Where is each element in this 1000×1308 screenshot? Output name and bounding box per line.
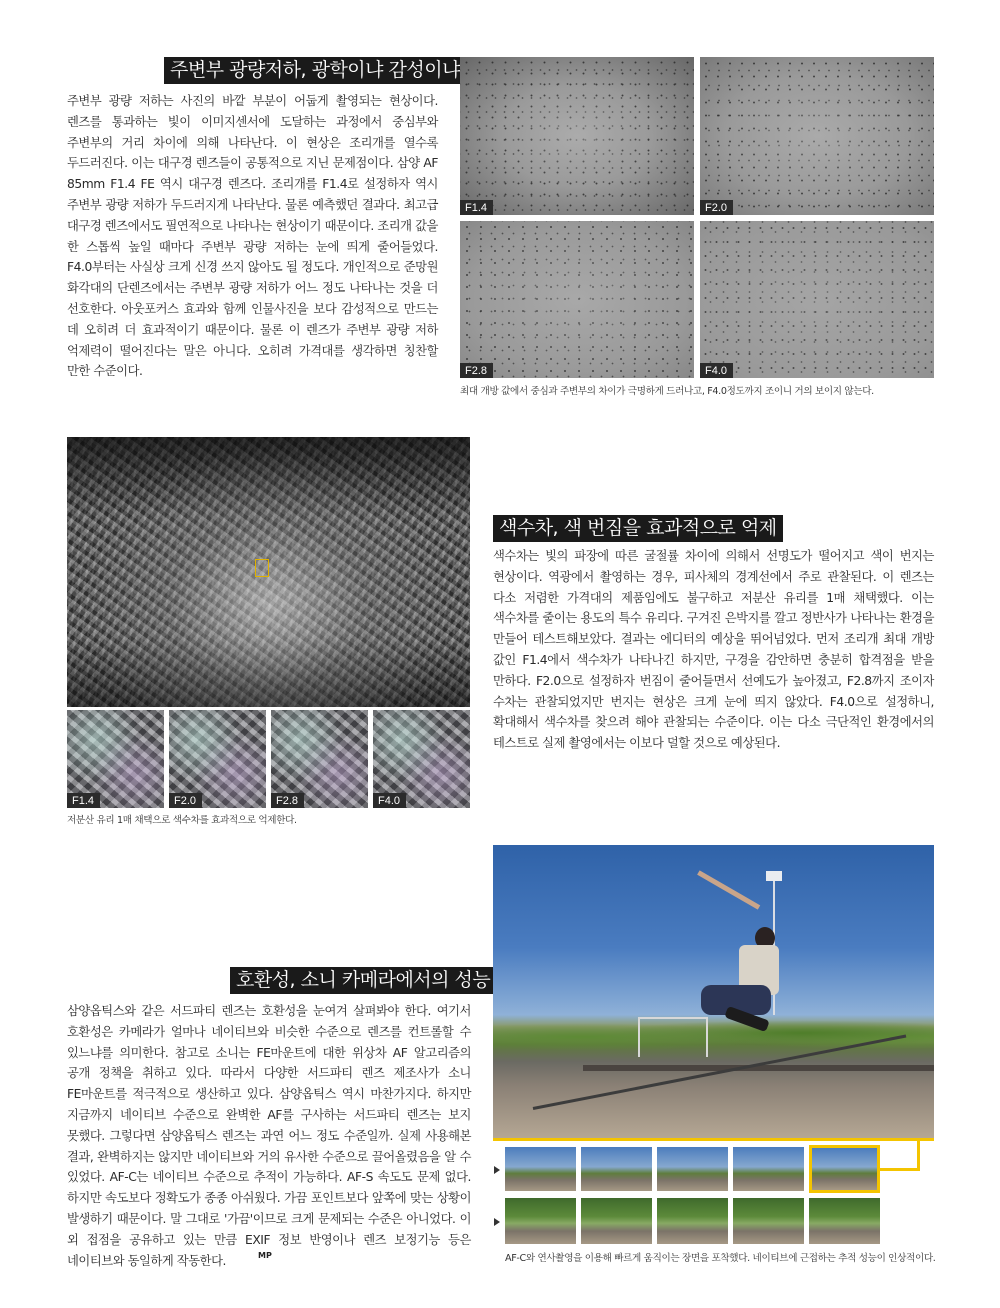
photo-label-f20: F2.0 — [700, 200, 733, 215]
light-fixture — [766, 871, 782, 881]
photo-label-f28: F2.8 — [460, 363, 493, 378]
foil-test-photo — [67, 437, 470, 707]
burst-thumb-2-2 — [581, 1198, 652, 1244]
burst-thumb-2-3 — [657, 1198, 728, 1244]
highlight-connector-v — [917, 1141, 920, 1171]
section3-body: 삼양옵틱스와 같은 서드파티 렌즈는 호환성을 눈여겨 살펴봐야 한다. 여기서 호환성은 카메라가 얼마나 네이티브와 비슷한 수준으로 렌즈를 컨트롤할 수 있느냐를 의미한다. 참고로 소니는 FE마운트에 대한 위상차 AF 알고리즘의 공개 정책을 취하고 있다. 따라서 다양한 서드파티 렌즈 제조사가 소니 FE마운트를 적극적으로 생산하고 있다. 삼양옵틱스 역시 마찬가지다. 하지만 지금까지 네이티브 수준으로 완벽한 AF를 구사하는 서드파티 렌즈는 보지 못했다. 그렇다면 삼양옵틱스 렌즈는 과연 어느 정도 수준일까. 실제 사용해본 결과, 완벽하지는 않지만 네이티브와 거의 유사한 수준으로 끌어올렸음을 알 수 있었다. AF-C는 네이티브 수준으로 추적이 가능하다. AF-S 속도도 문제 없다. 하지만 속도보다 정확도가 종종 아쉬웠다. 가끔 포인트보다 앞쪽에 맞는 상황이 발생하기 때문이다. 말 그대로 '가끔'이므로 크게 문제되는 수준은 아니었다. 이 외 접점을 공유하고 있는 만큼 EXIF 정보 반영이나 렌즈 보정기능 등은 네이티브와 동일하게 작동한다. — [67, 1004, 471, 1268]
section2-caption: 저분산 유리 1매 채택으로 색수차를 효과적으로 억제한다. — [67, 815, 297, 826]
thumb-label-f28: F2.8 — [271, 793, 304, 808]
end-mark: MP — [258, 1251, 272, 1260]
strip-arrow-2 — [494, 1218, 500, 1226]
section2-body: 색수차는 빛의 파장에 따른 굴절률 차이에 의해서 선명도가 떨어지고 색이 번지는 현상이다. 역광에서 촬영하는 경우, 피사체의 경계선에서 주로 관찰된다. 이 렌즈는 다소 저렴한 가격대의 제품임에도 불구하고 저분산 유리를 1매 채택했다. 이는 색수차를 줄이는 용도의 특수 유리다. 구겨진 은박지를 깔고 정반사가 나타나는 환경을 만들어 테스트해보았다. 결과는 에디터의 예상을 뛰어넘었다. 먼저 조리개 최대 개방 값인 F1.4에서 색수차가 나타나긴 하지만, 구경을 감안하면 충분히 합격점을 받을 만하다. F2.0으로 설정하자 번짐이 줄어들면서 선예도가 높아졌고, F2.8까지 조이자 수차는 관찰되었지만 번지는 현상은 크게 눈에 띄지 않았다. F4.0으로 설정하니, 확대해서 색수차를 찾으려 해야 관찰되는 수준이다. 이는 다소 극단적인 환경에서의 테스트로 실제 촬영에서는 이보다 덜할 것으로 예상된다. — [493, 549, 934, 751]
burst-thumb-1-4 — [733, 1147, 804, 1191]
vignetting-photo-f28 — [460, 221, 694, 378]
burst-thumb-1-5-selected — [809, 1145, 880, 1193]
photo-label-f40: F4.0 — [700, 363, 733, 378]
burst-thumb-2-1 — [505, 1198, 576, 1244]
skater-arm — [697, 870, 760, 909]
focus-point-box — [255, 559, 269, 577]
ca-thumb-f28 — [271, 710, 368, 808]
highlight-line — [493, 1138, 934, 1141]
vignetting-photo-f14 — [460, 57, 694, 215]
strip-arrow-1 — [494, 1166, 500, 1174]
burst-thumb-2-5 — [809, 1198, 880, 1244]
ca-thumb-f40 — [373, 710, 470, 808]
section1-heading: 주변부 광량저하, 광학이냐 감성이냐 — [164, 57, 466, 84]
section3-heading: 호환성, 소니 카메라에서의 성능 — [230, 967, 496, 994]
burst-thumb-1-1 — [505, 1147, 576, 1191]
section1-body: 주변부 광량 저하는 사진의 바깥 부분이 어둡게 촬영되는 현상이다. 렌즈를 통과하는 빛이 이미지센서에 도달하는 과정에서 중심부와 주변부의 거리 차이에 의해 나타난다. 이 현상은 조리개를 열수록 두드러진다. 이는 대구경 렌즈들이 공통적으로 지닌 문제점이다. 삼양 AF 85mm F1.4 FE 역시 대구경 렌즈다. 조리개를 F1.4로 설정하자 역시 주변부 광량 저하가 두드러지게 나타난다. 물론 예측했던 결과다. 최고급 대구경 렌즈에서도 필연적으로 나타나는 현상이기 때문이다. 조리개 값을 한 스톱씩 높일 때마다 주변부 광량 저하는 눈에 띄게 줄어들었다. F4.0부터는 사실상 크게 신경 쓰지 않아도 될 정도다. 개인적으로 준망원 화각대의 단렌즈에서는 주변부 광량 저하가 어느 정도 나타나는 것을 더 선호한다. 아웃포커스 효과와 함께 인물사진을 보다 감성적으로 만드는 데 오히려 더 효과적이기 때문이다. 물론 이 렌즈가 주변부 광량 저하 억제력이 떨어진다는 말은 아니다. 오히려 가격대를 생각하면 칭찬할 만한 수준이다. — [67, 94, 438, 379]
burst-thumb-1-2 — [581, 1147, 652, 1191]
skatepark-main-photo — [493, 845, 934, 1138]
thumb-label-f14: F1.4 — [67, 793, 100, 808]
section2-heading: 색수차, 색 번짐을 효과적으로 억제 — [493, 515, 783, 542]
fence — [638, 1017, 708, 1057]
ca-thumb-f14 — [67, 710, 164, 808]
photo-label-f14: F1.4 — [460, 200, 493, 215]
thumb-label-f20: F2.0 — [169, 793, 202, 808]
section1-caption: 최대 개방 값에서 중심과 주변부의 차이가 극명하게 드러나고, F4.0정도까지 조이니 거의 보이지 않는다. — [460, 386, 874, 397]
tree-line — [493, 1013, 934, 1053]
vignetting-photo-f40 — [700, 221, 934, 378]
highlight-connector-h — [880, 1168, 920, 1171]
burst-thumb-2-4 — [733, 1198, 804, 1244]
vignetting-photo-f20 — [700, 57, 934, 215]
ca-thumb-f20 — [169, 710, 266, 808]
section3-caption: AF-C와 연사촬영을 이용해 빠르게 움직이는 장면을 포착했다. 네이티브에 근접하는 추적 성능이 인상적이다. — [505, 1253, 936, 1264]
thumb-label-f40: F4.0 — [373, 793, 406, 808]
burst-thumb-1-3 — [657, 1147, 728, 1191]
